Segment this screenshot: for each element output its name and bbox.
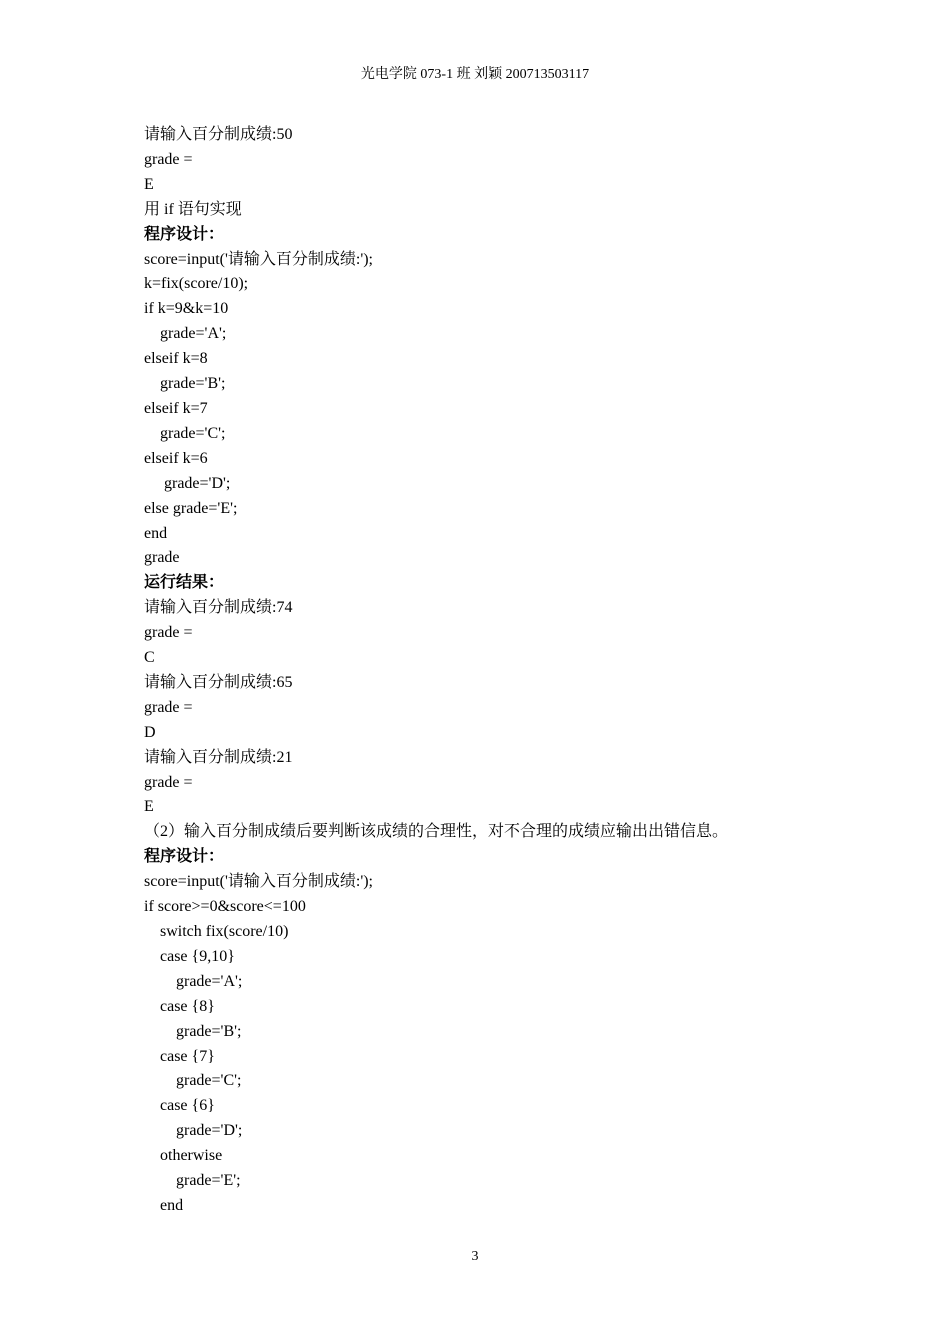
text-line: D [144, 723, 156, 741]
text-line: grade='D'; [144, 474, 231, 492]
page-number: 3 [471, 1249, 479, 1264]
section-heading: 运行结果： [144, 574, 225, 592]
text-line: grade='A'; [144, 325, 227, 343]
text-line: score=input('请输入百分制成绩:'); [144, 873, 373, 891]
text-line: grade='C'; [144, 424, 226, 442]
page-header: 光电学院 073-1 班 刘颖 200713503117 [360, 67, 590, 82]
text-line: 请输入百分制成绩:65 [144, 673, 293, 691]
text-line: elseif k=6 [144, 449, 208, 467]
text-line: case {7} [144, 1047, 215, 1065]
text-line: grade='B'; [144, 375, 226, 393]
text-line: grade='E'; [144, 1172, 241, 1190]
text-line: 请输入百分制成绩:74 [144, 599, 293, 617]
text-line: case {8} [144, 997, 215, 1015]
text-line: grade = [144, 150, 193, 168]
text-line: otherwise [144, 1147, 223, 1165]
text-line: E [144, 798, 154, 816]
text-line: 请输入百分制成绩:21 [144, 748, 293, 766]
text-line: end [144, 1196, 184, 1214]
text-line: k=fix(score/10); [144, 275, 249, 293]
text-line: case {9,10} [144, 947, 235, 965]
text-line: grade = [144, 624, 193, 642]
text-line: grade='A'; [144, 972, 243, 990]
section-heading: 程序设计： [144, 225, 225, 243]
text-line: end [144, 524, 168, 542]
text-line: 请输入百分制成绩:50 [144, 126, 293, 143]
section-heading: 程序设计： [144, 848, 225, 866]
text-line: if k=9&k=10 [144, 300, 229, 318]
text-line: C [144, 649, 155, 667]
text-line: grade='D'; [144, 1122, 243, 1140]
text-line: score=input('请输入百分制成绩:'); [144, 250, 373, 268]
text-line: （2）输入百分制成绩后要判断该成绩的合理性，对不合理的成绩应输出出错信息。 [144, 823, 729, 841]
text-line: grade = [144, 698, 193, 716]
text-line: E [144, 175, 154, 193]
text-line: 用 if 语句实现 [144, 200, 242, 218]
text-line: grade='B'; [144, 1022, 242, 1040]
text-line: if score>=0&score<=100 [144, 898, 306, 916]
text-line: else grade='E'; [144, 499, 238, 517]
text-line: grade [144, 549, 180, 567]
text-line: case {6} [144, 1097, 215, 1115]
text-line: grade = [144, 773, 193, 791]
text-line: elseif k=7 [144, 399, 208, 417]
document-body [144, 123, 844, 1219]
text-line: grade='C'; [144, 1072, 242, 1090]
text-line: elseif k=8 [144, 350, 208, 368]
text-line: switch fix(score/10) [144, 923, 289, 940]
